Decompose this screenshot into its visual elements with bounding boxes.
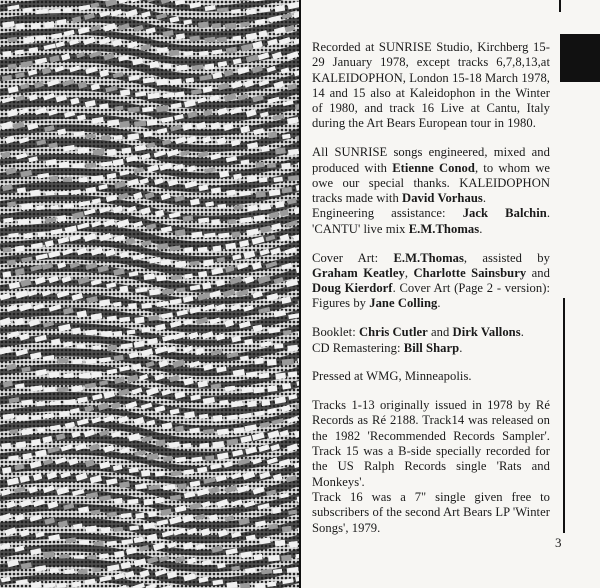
tracks-paragraph: Tracks 1-13 originally issued in 1978 by Ré Records as Ré 2188. Track14 was released on the 1982 'Recommended Records Sampler'. Track 15 was a B-side specially recorded for the US Ralph Records single 'Rats and Monkeys'. Track 16 was a 7" single given free to subscribers of the second Art Bears LP 'Winter Songs', 1979. [312, 398, 550, 535]
booklet-paragraph: Booklet: Chris Cutler and Dirk Vallons. CD Remastering: Bill Sharp. [312, 325, 524, 355]
page-number: 3 [555, 535, 562, 550]
credits-text [312, 40, 550, 536]
recording-paragraph: Recorded at SUNRISE Studio, Kirchberg 15-29 January 1978, except tracks 6,7,8,13,at KALEIDOPHON, London 15-18 March 1978, 14 and 15 also at Kaleidophon in the Winter of 1980, and track 16 Live at Cantu, Italy during the Art Bears European tour in 1980. [312, 40, 550, 131]
cover-art-paragraph: Cover Art: E.M.Thomas, assisted by Graham Keatley, Charlotte Sainsbury and Doug Kierdorf. Cover Art (Page 2 - version): Figures by Jane Colling. [312, 250, 550, 311]
top-tick-mark [559, 0, 561, 12]
engineering-paragraph: All SUNRISE songs engineered, mixed and produced with Etienne Conod, to whom we owe our special thanks. KALEIDOPHON tracks made with David Vorhaus. Engineering assistance: Jack Balchin. 'CANTU' live mix E.M.Thomas. [312, 145, 551, 236]
right-rule-line [563, 298, 565, 533]
black-tab-marker [560, 34, 600, 82]
column-divider [299, 0, 301, 588]
pressed-paragraph: Pressed at WMG, Minneapolis. [312, 369, 472, 384]
